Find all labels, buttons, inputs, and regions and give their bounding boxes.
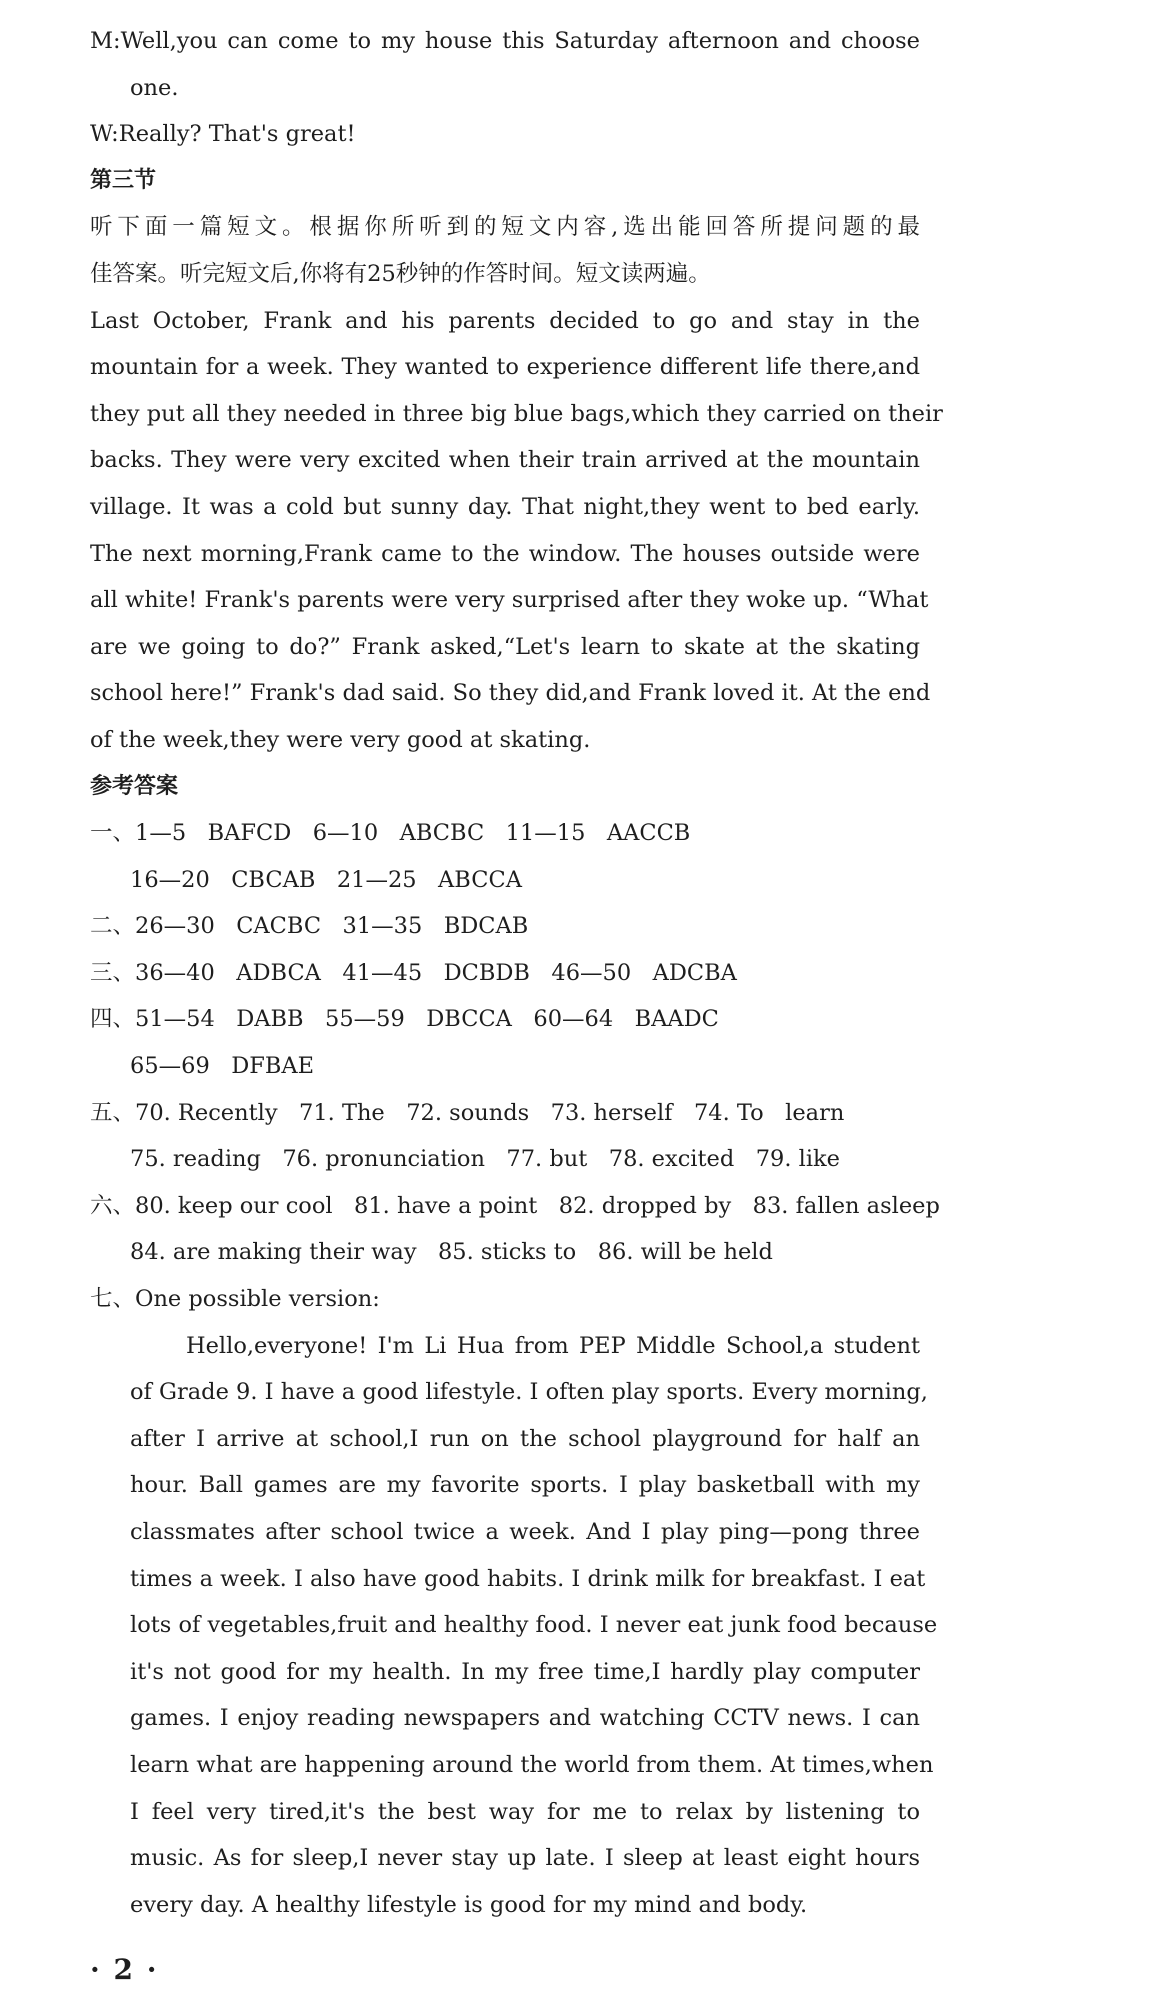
answer-row: 84. are making their way 85. sticks to 86. will be held xyxy=(130,1239,773,1266)
passage-line-5: village. It was a cold but sunny day. That night,they went to bed early. xyxy=(90,493,920,520)
answer-row: 四、51—54 DABB 55—59 DBCCA 60—64 BAADC xyxy=(90,1006,719,1033)
answer-row: 五、70. Recently 71. The 72. sounds 73. herself 74. To learn xyxy=(90,1099,845,1126)
essay-line-6: times a week. I also have good habits. I drink milk for breakfast. I eat xyxy=(130,1565,926,1592)
answer-key xyxy=(90,810,940,1323)
instruction-line-1: 听下面一篇短文。根据你所听到的短文内容,选出能回答所提问题的最 xyxy=(90,214,920,241)
essay-line-1: Hello,everyone! I'm Li Hua from PEP Middle School,a student xyxy=(186,1332,920,1359)
answer-row: 16—20 CBCAB 21—25 ABCCA xyxy=(130,866,522,893)
passage-line-4: backs. They were very excited when their train arrived at the mountain xyxy=(90,447,920,474)
essay-line-10: learn what are happening around the world from them. At times,when xyxy=(130,1751,934,1778)
essay-line-4: hour. Ball games are my favorite sports. I play basketball with my xyxy=(130,1472,920,1499)
answer-row: 三、36—40 ADBCA 41—45 DCBDB 46—50 ADCBA xyxy=(90,959,737,986)
section-heading: 第三节 xyxy=(90,167,157,193)
answer-row: 七、One possible version: xyxy=(90,1286,380,1313)
dialogue-line-1: M:Well,you can come to my house this Saturday afternoon and choose xyxy=(90,28,920,54)
answers-heading: 参考答案 xyxy=(90,773,179,799)
answer-row: 六、80. keep our cool 81. have a point 82. dropped by 83. fallen asleep xyxy=(90,1192,940,1219)
essay-line-3: after I arrive at school,I run on the school playground for half an xyxy=(130,1425,920,1452)
dialogue-line-3: W:Really? That's great! xyxy=(90,121,356,148)
essay-line-8: it's not good for my health. In my free time,I hardly play computer xyxy=(130,1658,920,1685)
dialogue-line-2: one. xyxy=(130,74,179,101)
instruction-line-2: 佳答案。听完短文后,你将有25秒钟的作答时间。短文读两遍。 xyxy=(90,260,711,287)
sample-essay xyxy=(90,1323,938,1929)
passage-line-10: of the week,they were very good at skating. xyxy=(90,726,591,753)
passage-line-8: are we going to do?” Frank asked,“Let's learn to skate at the skating xyxy=(90,633,920,660)
essay-line-9: games. I enjoy reading newspapers and watching CCTV news. I can xyxy=(130,1705,920,1732)
answer-row: 75. reading 76. pronunciation 77. but 78. excited 79. like xyxy=(130,1146,840,1173)
passage-line-7: all white! Frank's parents were very surprised after they woke up. “What xyxy=(90,587,929,614)
essay-line-5: classmates after school twice a week. And I play ping—pong three xyxy=(130,1519,920,1545)
document-page xyxy=(90,18,943,1928)
answer-row: 65—69 DFBAE xyxy=(130,1053,315,1080)
passage-line-9: school here!” Frank's dad said. So they did,and Frank loved it. At the end xyxy=(90,680,931,707)
passage-line-3: they put all they needed in three big blue bags,which they carried on their xyxy=(90,400,943,427)
page-number: · 2 · xyxy=(90,1953,159,1986)
essay-line-7: lots of vegetables,fruit and healthy food. I never eat junk food because xyxy=(130,1612,938,1639)
essay-line-12: music. As for sleep,I never stay up late. I sleep at least eight hours xyxy=(130,1845,920,1872)
essay-line-2: of Grade 9. I have a good lifestyle. I often play sports. Every morning, xyxy=(130,1379,928,1406)
answer-row: 一、1—5 BAFCD 6—10 ABCBC 11—15 AACCB xyxy=(90,820,691,847)
passage-line-2: mountain for a week. They wanted to experience different life there,and xyxy=(90,354,920,381)
essay-line-13: every day. A healthy lifestyle is good for my mind and body. xyxy=(130,1891,808,1918)
passage-line-1: Last October, Frank and his parents decided to go and stay in the xyxy=(90,307,920,334)
essay-line-11: I feel very tired,it's the best way for me to relax by listening to xyxy=(130,1798,920,1825)
answer-row: 二、26—30 CACBC 31—35 BDCAB xyxy=(90,913,529,940)
passage-line-6: The next morning,Frank came to the window. The houses outside were xyxy=(90,540,920,567)
